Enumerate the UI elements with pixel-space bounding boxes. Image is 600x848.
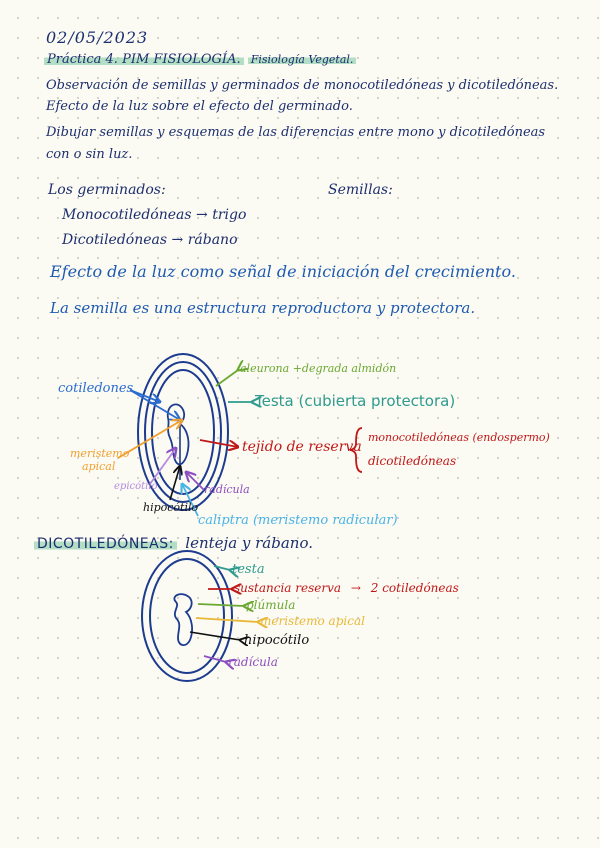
- label-tejido: tejido de reserva: [242, 439, 362, 455]
- seed-outline-inner: [150, 559, 224, 673]
- dicot-seed-drawing: [142, 551, 232, 681]
- label-testa-dico: testa: [232, 562, 265, 577]
- mono-example: trigo: [212, 207, 247, 223]
- label-tejido-dico: dicotiledóneas: [368, 454, 457, 468]
- seed-outline-outer: [142, 551, 232, 681]
- subject-label: Fisiología Vegetal.: [248, 53, 357, 66]
- label-radicula-dico: radícula: [228, 655, 278, 669]
- dico-heading-label: DICOTILEDÓNEAS:: [34, 536, 177, 552]
- label-plumula: plúmula: [246, 598, 296, 612]
- arrow-hipocotilo-dico: [190, 632, 240, 640]
- arrow-plumula: [198, 604, 244, 606]
- statement-semilla: La semilla es una estructura reproductora y protectora.: [50, 299, 476, 317]
- label-meristemo-dico: meristemo apical: [260, 614, 365, 628]
- cotiledoneas-label: 2 cotiledóneas: [370, 581, 459, 595]
- dico-example: rábano: [187, 232, 238, 248]
- germinados-heading: Los germinados:: [48, 182, 166, 198]
- label-epicotilo: epicótilo: [114, 481, 158, 492]
- dico-label: Dicotiledóneas: [62, 232, 168, 248]
- label-testa: Testa (cubierta protectora): [255, 392, 456, 410]
- date: 02/05/2023: [46, 28, 149, 47]
- practice-label: Práctica 4. PIM FISIOLOGÍA.: [44, 52, 244, 67]
- intro-line-2: Efecto de la luz sobre el efecto del germinado.: [46, 99, 353, 114]
- intro-line-4: con o sin luz.: [46, 147, 133, 162]
- arrow-aleurona: [216, 370, 238, 386]
- intro-line-3: Dibujar semillas y esquemas de las diferencias entre mono y dicotiledóneas: [46, 125, 546, 140]
- label-sustancia: [234, 582, 459, 594]
- arrow-icon: →: [171, 232, 184, 248]
- label-tejido-mono: monocotiledóneas (endospermo): [368, 431, 550, 444]
- label-caliptra: caliptra (meristemo radicular): [198, 513, 398, 528]
- label-cotiledones: cotiledones: [58, 381, 134, 396]
- label-meristemo: meristemo: [70, 447, 130, 460]
- label-radicula: radícula: [204, 483, 250, 496]
- label-aleurona: aleurona +degrada almidón: [240, 362, 397, 375]
- sustancia-label: sustancia reserva: [234, 581, 342, 595]
- embryo-shape: [174, 594, 192, 645]
- label-apical: apical: [82, 460, 116, 473]
- intro-line-1: Observación de semillas y germinados de monocotiledóneas y dicotiledóneas.: [46, 78, 559, 93]
- arrow-tejido: [200, 440, 238, 447]
- dico-examples: lenteja y rábano.: [185, 534, 313, 552]
- label-hipocotilo: hipocótilo: [143, 501, 199, 514]
- arrow-icon: →: [350, 581, 361, 595]
- statement-luz: Efecto de la luz como señal de iniciación del crecimiento.: [50, 262, 516, 281]
- dico-heading: [34, 536, 313, 551]
- arrow-hipocotilo: [170, 466, 180, 500]
- arrow-meristemo-dico: [196, 618, 258, 622]
- semillas-heading: Semillas:: [328, 182, 393, 198]
- arrow-icon: →: [196, 207, 208, 223]
- label-hipocotilo-dico: hipocótilo: [244, 633, 310, 648]
- mono-label: Monocotiledóneas: [62, 207, 192, 223]
